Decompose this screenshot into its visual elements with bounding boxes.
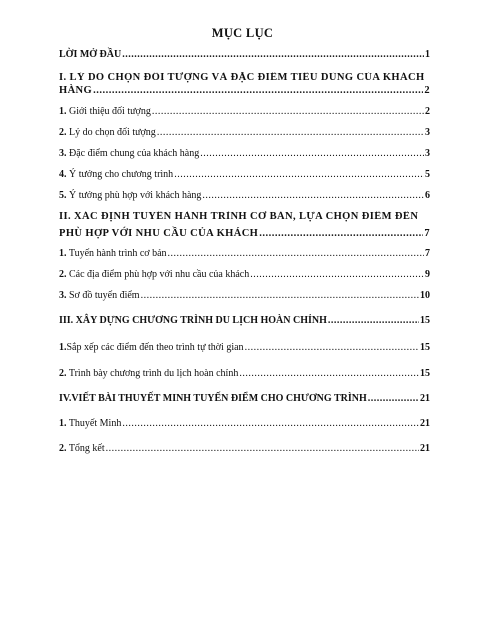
dot-leader xyxy=(245,342,419,354)
toc-entry-page: 15 xyxy=(420,342,430,353)
toc-entry-3-2[interactable] xyxy=(59,368,430,380)
toc-entry-3-1[interactable] xyxy=(59,342,430,354)
toc-entry-2-2[interactable] xyxy=(59,269,430,281)
toc-entry-4-2[interactable] xyxy=(59,443,430,455)
dot-leader xyxy=(157,127,424,139)
toc-entry-number: 1. xyxy=(59,248,67,259)
toc-entry-page: 7 xyxy=(424,228,430,239)
toc-entry-number: 2. xyxy=(59,127,67,138)
toc-entry-number: 2. xyxy=(59,368,67,379)
dot-leader xyxy=(122,418,419,430)
toc-entry-number: 3. xyxy=(59,290,67,301)
toc-entry-4-1[interactable] xyxy=(59,418,430,430)
toc-entry-text: IV.VIẾT BÀI THUYẾT MINH TUYẾN ĐIỂM CHO CHƯƠNG TRÌNH xyxy=(59,393,367,404)
toc-entry-text: Đặc điểm chung của khách hàng xyxy=(69,148,200,159)
dot-leader xyxy=(239,368,419,380)
toc-entry-2-1[interactable] xyxy=(59,248,430,260)
toc-entry-page: 15 xyxy=(420,315,430,326)
toc-entry-section-3[interactable] xyxy=(59,315,430,327)
toc-entry-text: Sắp xếp các điểm đến theo trình tự thời gian xyxy=(66,342,244,353)
toc-entry-number: 1. xyxy=(59,342,67,353)
toc-entry-page: 3 xyxy=(425,148,430,159)
toc-entry-page: 1 xyxy=(425,49,430,60)
toc-entry-text: LỜI MỞ ĐẦU xyxy=(59,49,122,60)
toc-entry-text: III. XÂY DỰNG CHƯƠNG TRÌNH DU LỊCH HOÀN CHỈNH xyxy=(59,315,327,326)
toc-entry-page: 5 xyxy=(425,169,430,180)
toc-entry-text: Các địa điểm phù hợp với nhu cầu của khách xyxy=(69,269,250,280)
toc-entry-number: 5. xyxy=(59,190,67,201)
toc-entry-number: 1. xyxy=(59,106,67,117)
toc-entry-2-3[interactable] xyxy=(59,290,430,302)
toc-entry-page: 21 xyxy=(420,443,430,454)
toc-entry-heading-line: II. XÁC ĐỊNH TUYẾN HÀNH TRÌNH CƠ BẢN, LỰA CHỌN ĐIỂM ĐẾN xyxy=(59,211,419,222)
toc-entry-page: 21 xyxy=(420,393,430,404)
toc-entry-1-4[interactable] xyxy=(59,169,430,181)
dot-leader xyxy=(93,85,423,97)
toc-entry-text: Tuyến hành trình cơ bản xyxy=(68,248,167,259)
toc-entry-text: Ý tưởng cho chương trình xyxy=(69,169,174,180)
toc-entry-number: 4. xyxy=(59,169,67,180)
toc-entry-text: Ý tưởng phù hợp với khách hàng xyxy=(69,190,202,201)
toc-entry-page: 6 xyxy=(425,190,430,201)
toc-entry-number: 1. xyxy=(59,418,67,429)
toc-title: MỤC LỤC xyxy=(211,26,274,40)
toc-entry-text: Tổng kết xyxy=(68,443,105,454)
dot-leader xyxy=(141,290,419,302)
toc-entry-text: Sơ đồ tuyến điểm xyxy=(69,290,140,301)
dot-leader xyxy=(106,443,419,455)
toc-entry-page: 15 xyxy=(420,368,430,379)
dot-leader xyxy=(368,393,419,405)
dot-leader xyxy=(174,169,424,181)
toc-entry-page: 2 xyxy=(425,106,430,117)
toc-entry-1-3[interactable] xyxy=(59,148,430,160)
toc-entry-text: Lý do chọn đối tượng xyxy=(69,127,156,138)
toc-entry-intro[interactable] xyxy=(59,49,430,61)
toc-entry-number: 3. xyxy=(59,148,67,159)
toc-entry-text: PHÙ HỢP VỚI NHU CẦU CỦA KHÁCH xyxy=(59,228,259,239)
dot-leader xyxy=(328,315,419,327)
toc-entry-text: Giới thiệu đối tượng xyxy=(69,106,151,117)
toc-entry-number: 2. xyxy=(59,269,67,280)
toc-entry-section-1[interactable] xyxy=(59,72,430,97)
dot-leader xyxy=(259,228,423,240)
toc-entry-section-2[interactable] xyxy=(59,211,430,240)
dot-leader xyxy=(122,49,424,61)
toc-entry-page: 3 xyxy=(425,127,430,138)
toc-entry-page: 2 xyxy=(424,85,430,96)
dot-leader xyxy=(152,106,424,118)
dot-leader xyxy=(168,248,424,260)
toc-entry-page: 9 xyxy=(425,269,430,280)
toc-entry-page: 21 xyxy=(420,418,430,429)
toc-entry-page: 10 xyxy=(420,290,430,301)
toc-entry-text: Trình bày chương trình du lịch hoàn chỉnh xyxy=(68,368,239,379)
toc-entry-text: HÀNG xyxy=(59,85,93,96)
toc-entry-1-2[interactable] xyxy=(59,127,430,139)
toc-entry-1-5[interactable] xyxy=(59,190,430,202)
dot-leader xyxy=(200,148,424,160)
toc-entry-page: 7 xyxy=(425,248,430,259)
toc-entry-number: 2. xyxy=(59,443,67,454)
toc-entry-section-4[interactable] xyxy=(59,393,430,405)
dot-leader xyxy=(202,190,424,202)
toc-entry-1-1[interactable] xyxy=(59,106,430,118)
dot-leader xyxy=(250,269,424,281)
toc-entry-text: Thuyết Minh xyxy=(68,418,122,429)
toc-entry-heading-line: I. LÝ DO CHỌN ĐỐI TƯỢNG VÀ ĐẶC ĐIỂM TIÊU DÙNG CỦA KHÁCH xyxy=(59,72,425,83)
